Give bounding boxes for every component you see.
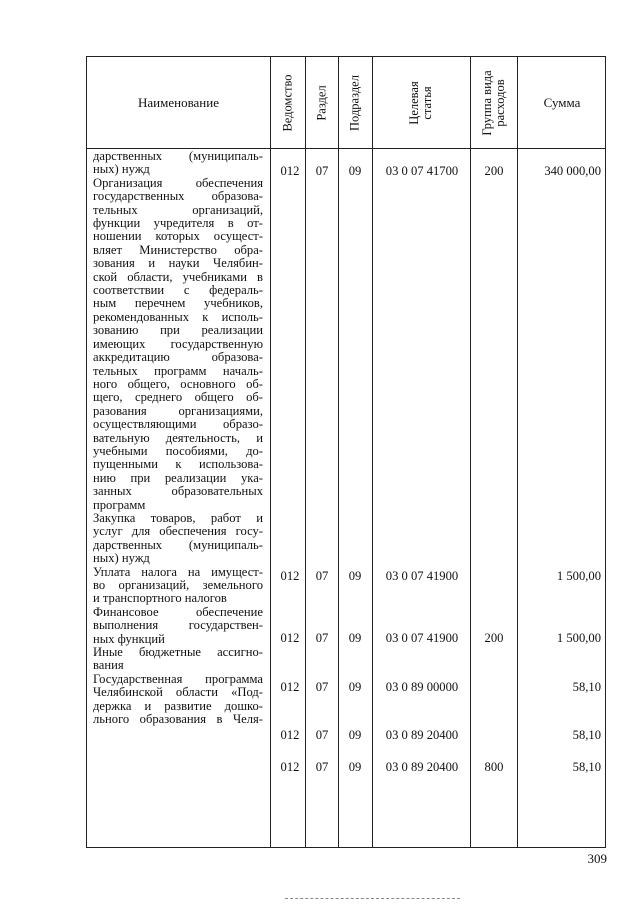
name-line: вания <box>93 659 124 673</box>
name-line: держка и развитие дошко- <box>93 699 263 713</box>
cell-vedomstvo: 012 <box>280 728 300 742</box>
name-line: занных образовательных <box>93 485 263 499</box>
name-line: Уплата налога на имущест- <box>93 565 263 579</box>
cell-summa: 58,10 <box>572 760 601 774</box>
name-line: выполнения государствен- <box>93 619 263 633</box>
cell-razdel: 07 <box>315 569 329 583</box>
name-line: аккредитацию образова- <box>93 351 263 365</box>
budget-table <box>86 56 606 848</box>
name-line: ношении которых осущест- <box>93 230 263 244</box>
cell-razdel: 07 <box>315 760 329 774</box>
name-line: зованию при реализации <box>93 324 263 338</box>
cell-summa: 1 500,00 <box>556 631 601 645</box>
cell-vedomstvo: 012 <box>280 569 300 583</box>
cell-celevaya: 03 0 07 41700 <box>385 164 459 178</box>
name-line: Закупка товаров, работ и <box>93 511 263 525</box>
header-celevaya-label <box>408 81 434 124</box>
cell-vedomstvo: 012 <box>280 760 300 774</box>
name-line: щего, среднего общего об- <box>93 391 263 405</box>
header-gruppa-label <box>481 70 507 135</box>
cell-summa: 58,10 <box>572 680 601 694</box>
name-line: вляет Министерство обра- <box>93 243 263 257</box>
name-line: разования организациями, <box>93 404 263 418</box>
cell-gruppa: 200 <box>484 631 504 645</box>
name-line: рекомендованных к исполь- <box>93 310 263 324</box>
cell-celevaya: 03 0 89 20400 <box>385 760 459 774</box>
cell-podrazdel: 09 <box>348 728 362 742</box>
name-line: осуществляющими образо- <box>93 418 263 432</box>
cell-celevaya: 03 0 89 20400 <box>385 728 459 742</box>
cell-celevaya: 03 0 07 41900 <box>385 569 459 583</box>
name-line: и транспортного налогов <box>93 592 227 606</box>
cell-gruppa: 200 <box>484 164 504 178</box>
header-gruppa <box>470 57 517 149</box>
header-name: Наименование <box>138 95 219 110</box>
name-line: имеющих государственную <box>93 337 263 351</box>
header-razdel-label: Раздел <box>314 85 328 121</box>
header-gruppa-line2: расходов <box>492 79 507 127</box>
cell-vedomstvo: 012 <box>280 680 300 694</box>
cell-podrazdel: 09 <box>348 631 362 645</box>
page-number: 309 <box>587 851 607 866</box>
name-line: вательную деятельность, и <box>93 431 263 445</box>
name-line: тельных организаций, <box>93 203 263 217</box>
header-celevaya <box>372 57 470 149</box>
name-line: Финансовое обеспечение <box>93 605 263 619</box>
name-line: Государственная программа <box>93 672 263 686</box>
name-line: дарственных (муниципаль- <box>93 538 263 552</box>
cell-vedomstvo: 012 <box>280 631 300 645</box>
name-line: ного общего, основного об- <box>93 377 263 391</box>
name-line: государственных образова- <box>93 190 263 204</box>
cell-podrazdel: 09 <box>348 164 362 178</box>
name-line: ных) нужд <box>93 552 150 566</box>
name-line: ных функций <box>93 632 165 646</box>
name-line: льного образования в Челя- <box>93 713 263 727</box>
header-celevaya-line1: Целевая <box>407 81 421 125</box>
footer-divider <box>285 898 460 899</box>
header-vedomstvo <box>270 57 305 149</box>
name-line: учебными пособиями, до- <box>93 444 263 458</box>
cell-gruppa: 800 <box>484 760 504 774</box>
name-line: ных) нужд <box>93 163 150 177</box>
cell-razdel: 07 <box>315 728 329 742</box>
cell-podrazdel: 09 <box>348 680 362 694</box>
name-column-text <box>93 150 263 726</box>
header-podrazdel-label: Подраздел <box>347 75 362 131</box>
table-body <box>87 149 605 847</box>
cell-podrazdel: 09 <box>348 569 362 583</box>
header-podrazdel <box>338 57 372 149</box>
name-line: пущенными к использова- <box>93 458 263 472</box>
cell-vedomstvo: 012 <box>280 164 300 178</box>
header-vedomstvo-label: Ведомство <box>280 74 294 132</box>
cell-summa: 58,10 <box>572 728 601 742</box>
name-line: соответствии с федераль- <box>93 284 263 298</box>
cell-razdel: 07 <box>315 631 329 645</box>
name-line: тельных программ началь- <box>93 364 263 378</box>
name-line: услуг для обеспечения госу- <box>93 525 263 539</box>
cell-razdel: 07 <box>315 164 329 178</box>
cell-summa: 1 500,00 <box>556 569 601 583</box>
name-line: во организаций, земельного <box>93 579 263 592</box>
name-line: зования и науки Челябин- <box>93 257 263 271</box>
name-line: дарственных (муниципаль- <box>93 150 263 163</box>
name-line: Челябинской области «Под- <box>93 686 263 700</box>
cell-celevaya: 03 0 89 00000 <box>385 680 459 694</box>
table-header <box>87 57 605 149</box>
name-line: ской области, учебниками в <box>93 270 263 284</box>
name-line: нию при реализации ука- <box>93 471 263 485</box>
name-line: функции учредителя в от- <box>93 217 263 231</box>
header-gruppa-line1: Группа вида <box>479 70 494 136</box>
cell-celevaya: 03 0 07 41900 <box>385 631 459 645</box>
header-celevaya-line2: статья <box>420 86 434 120</box>
cell-summa: 340 000,00 <box>544 164 601 178</box>
name-line: ным перечнем учебников, <box>93 297 263 311</box>
cell-razdel: 07 <box>315 680 329 694</box>
name-line: Иные бюджетные ассигно- <box>93 646 263 660</box>
name-line: Организация обеспечения <box>93 176 263 190</box>
name-line: программ <box>93 498 146 512</box>
header-razdel <box>305 57 338 149</box>
cell-podrazdel: 09 <box>348 760 362 774</box>
header-summa: Сумма <box>543 95 581 110</box>
